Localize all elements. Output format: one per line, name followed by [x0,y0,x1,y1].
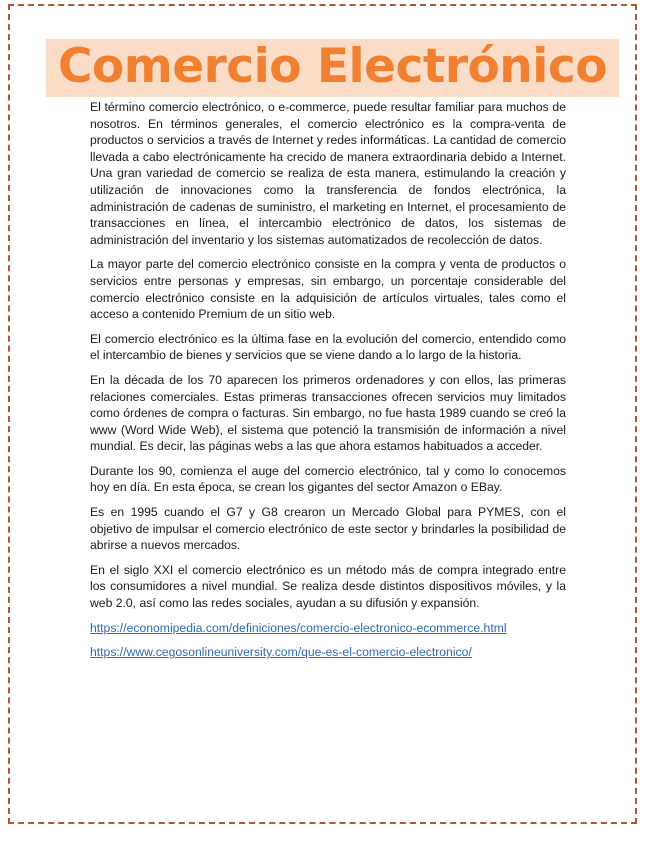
link-cegos[interactable]: https://www.cegosonlineuniversity.com/que-es-el-comercio-electronico/ [90,645,472,660]
page-title: Comercio Electrónico [57,39,608,94]
paragraph-evolution: El comercio electrónico es la última fase en la evolución del comercio, entendido como el intercambio de bienes y servicios que se viene dando a lo largo de la historia. [90,331,566,363]
paragraph-1995: Es en 1995 cuando el G7 y G8 crearon un Mercado Global para PYMES, con el objetivo de impulsar el comercio electrónico de este sector y brindarles la posibilidad de abrirse a nuevos mercados. [90,505,566,553]
link-economipedia[interactable]: https://economipedia.com/definiciones/comercio-electronico-ecommerce.html [90,620,507,635]
paragraph-xxi-century: En el siglo XXI el comercio electrónico es un método más de compra integrado entre los consumidores a nivel mundial. Se realiza desde distintos dispositivos móviles, y la web 2.0, así como las redes sociales, ayudan a su difusión y expansión. [90,562,566,611]
paragraph-composition: La mayor parte del comercio electrónico consiste en la compra y venta de productos o servicios entre personas y empresas, sin embargo, un porcentaje considerable del comercio electrónico consiste en la adquisición de artículos virtuales, tales como el acceso a contenido Premium de un sitio web. [90,257,566,322]
paragraph-nineties: Durante los 90, comienza el auge del comercio electrónico, tal y como lo conocemos hoy en día. En esta época, se crean los gigantes del sector Amazon o EBay. [90,463,566,495]
paragraph-definition: El término comercio electrónico, o e-commerce, puede resultar familiar para muchos de nosotros. En términos generales, el comercio electrónico es la compra-venta de productos o servicios a través de Internet y redes informáticas. La cantidad de comercio llevada a cabo electrónicamente ha crecido de manera extraordinaria debido a Internet. Una gran variedad de comercio se realiza de esta manera, estimulando la creación y utilización de innovaciones como la transferencia de fondos electrónica, la administración de cadenas de suministro, el marketing en Internet, el procesamiento de transacciones en línea, el intercambio electrónico de datos, los sistemas de administración del inventario y los sistemas automatizados de recolección de datos. [90,100,566,247]
paragraph-seventies: En la década de los 70 aparecen los primeros ordenadores y con ellos, las primeras relaciones comerciales. Estas primeras transacciones ofrecen servicios muy limitados como órdenes de compra o facturas. Sin embargo, no fue hasta 1989 cuando se creó la www (Word Wide Web), el sistema que potenció la transmisión de información a nivel mundial. Es decir, las páginas webs a las que ahora estamos habituados a acceder. [90,372,566,454]
document-body [90,99,566,669]
